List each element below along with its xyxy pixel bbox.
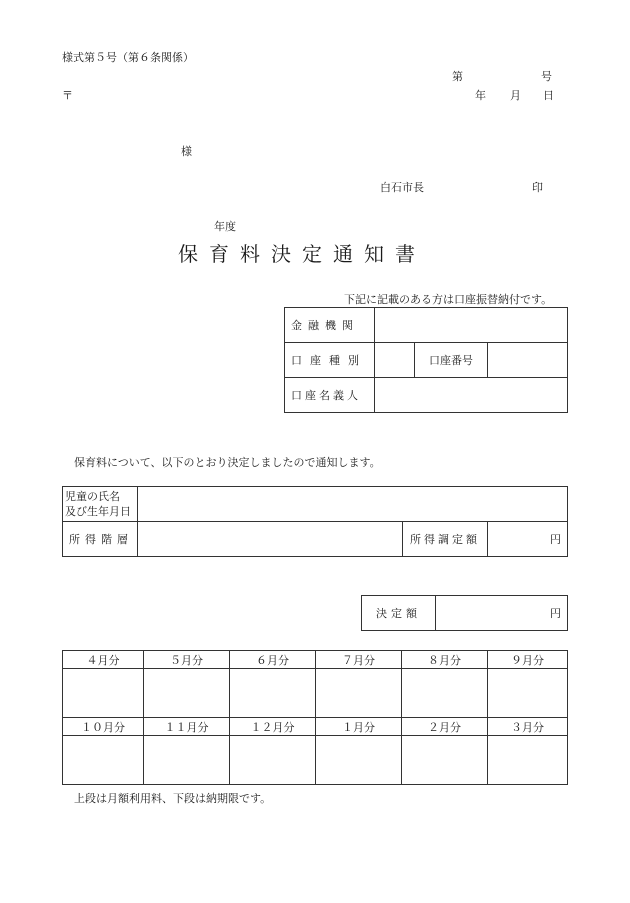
- account-type-label: 口座種別: [285, 343, 375, 378]
- month-header: ５月分: [144, 651, 230, 669]
- month-cell: [63, 736, 144, 785]
- monthly-schedule-table: [62, 650, 568, 785]
- account-number-value: [488, 343, 568, 378]
- page-title: 保育料決定通知書: [178, 242, 426, 266]
- date-month: 月: [510, 89, 521, 102]
- month-cell: [230, 669, 316, 718]
- income-amount-label: 所得調定額: [403, 522, 488, 557]
- date-day: 日: [543, 89, 554, 102]
- doc-number-prefix: 第: [452, 70, 463, 83]
- doc-number-suffix: 号: [541, 70, 552, 83]
- month-header: ７月分: [316, 651, 402, 669]
- child-name-label-line2: 及び生年月日: [65, 505, 131, 518]
- institution-label: 金融機関: [285, 308, 375, 343]
- month-header: １月分: [316, 718, 402, 736]
- month-header: １０月分: [63, 718, 144, 736]
- child-name-value: [138, 487, 568, 522]
- month-header: １２月分: [230, 718, 316, 736]
- month-cell: [316, 669, 402, 718]
- month-header: ６月分: [230, 651, 316, 669]
- month-header: ２月分: [402, 718, 488, 736]
- decision-label: 決定額: [362, 596, 436, 631]
- month-header: ４月分: [63, 651, 144, 669]
- month-cell: [230, 736, 316, 785]
- notice-message: 保育料について、以下のとおり決定しましたので通知します。: [74, 456, 381, 469]
- month-cell: [316, 736, 402, 785]
- month-cell: [144, 669, 230, 718]
- income-bracket-label: 所得階層: [63, 522, 138, 557]
- month-cell: [63, 669, 144, 718]
- month-header: ８月分: [402, 651, 488, 669]
- bank-account-table: [284, 307, 568, 413]
- postal-mark: 〒: [62, 89, 73, 102]
- account-number-label: 口座番号: [415, 343, 488, 378]
- account-holder-label: 口座名義人: [285, 378, 375, 413]
- form-number: 様式第５号（第６条関係）: [62, 51, 194, 64]
- income-amount-yen: 円: [488, 522, 568, 557]
- account-type-value: [375, 343, 415, 378]
- month-cell: [402, 669, 488, 718]
- month-cell: [402, 736, 488, 785]
- bank-note: 下記に記載のある方は口座振替納付です。: [344, 293, 553, 306]
- fiscal-year-label: 年度: [214, 220, 236, 233]
- addressee-suffix: 様: [181, 145, 192, 158]
- decision-table: [361, 595, 568, 631]
- decision-yen: 円: [436, 596, 568, 631]
- month-header: １１月分: [144, 718, 230, 736]
- issuer-name: 白石市長: [380, 181, 424, 194]
- month-cell: [488, 736, 568, 785]
- account-holder-value: [375, 378, 568, 413]
- income-bracket-value: [138, 522, 403, 557]
- schedule-footnote: 上段は月額利用料、下段は納期限です。: [74, 792, 272, 805]
- month-header: ３月分: [488, 718, 568, 736]
- child-name-label: [63, 487, 138, 522]
- month-cell: [488, 669, 568, 718]
- institution-value: [375, 308, 568, 343]
- month-header: ９月分: [488, 651, 568, 669]
- date-year: 年: [475, 89, 486, 102]
- seal-mark: 印: [532, 181, 543, 194]
- child-name-label-line1: 児童の氏名: [65, 490, 120, 503]
- child-info-table: [62, 486, 568, 557]
- month-cell: [144, 736, 230, 785]
